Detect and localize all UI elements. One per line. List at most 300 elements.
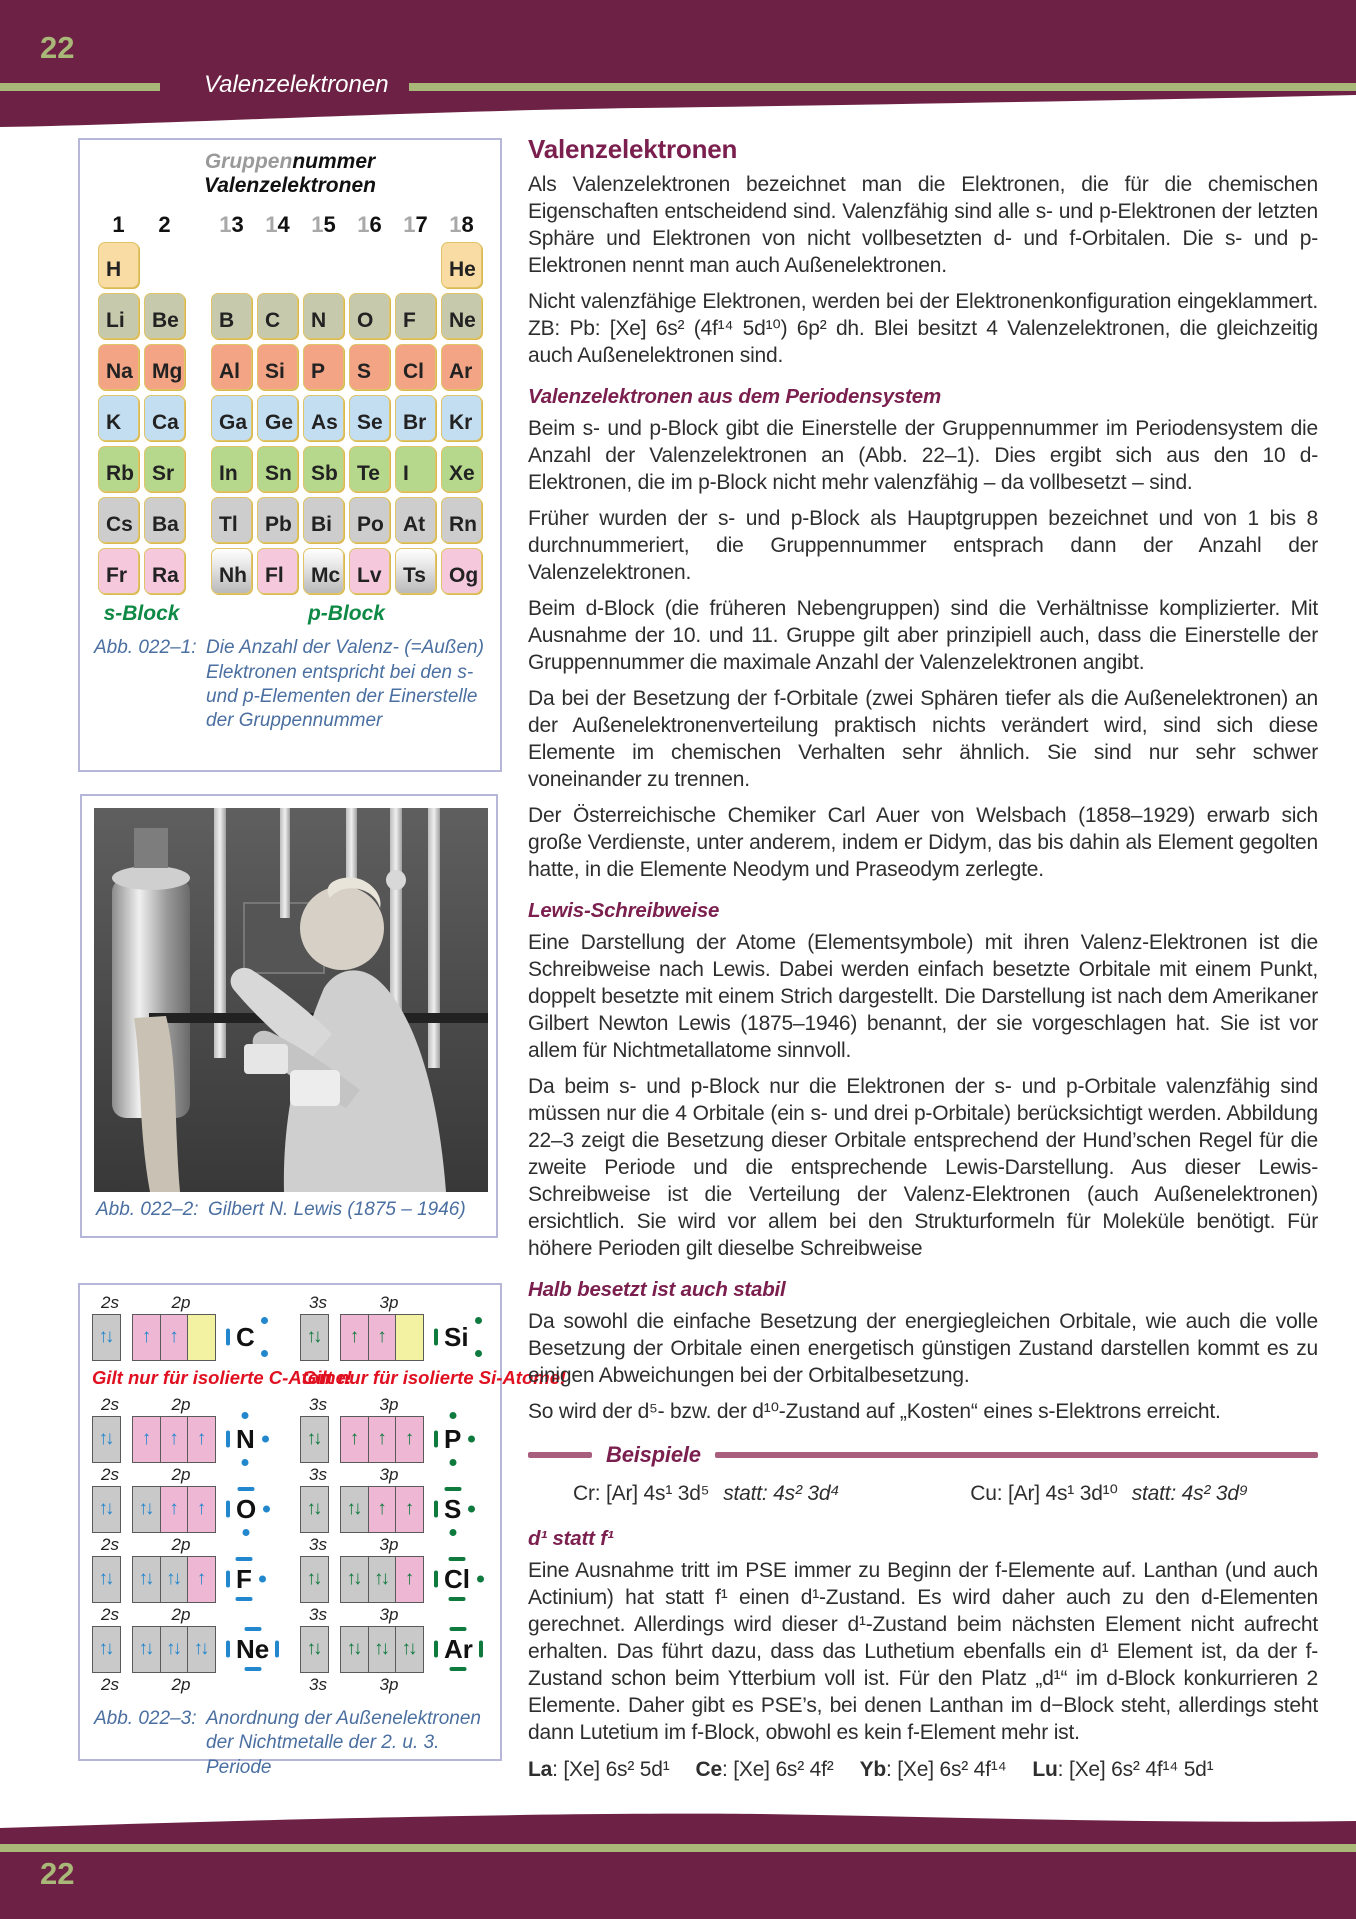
element-cell-Fl: Fl [257, 548, 298, 594]
example-base-config: [Ar] 4s¹ 3d⁵ [606, 1482, 710, 1505]
example-alt-config: 4s² 3d⁹ [1181, 1482, 1248, 1505]
group-number-units: 2 [158, 212, 171, 238]
orbital-box-paired [132, 1626, 161, 1673]
element-symbol: Si [444, 1322, 469, 1352]
paired-arrows-icon: ↑↓ [193, 1638, 207, 1659]
config-item-Yb [860, 1756, 1007, 1783]
up-arrow-icon: ↑ [141, 1326, 149, 1347]
up-arrow-icon: ↑ [377, 1326, 384, 1347]
p-orbital-group [340, 1626, 424, 1673]
orbital-box-paired [132, 1556, 161, 1603]
orbital-box-paired [132, 1486, 161, 1533]
element-cell-C: C [257, 293, 298, 339]
paired-arrows-icon: ↑↓ [306, 1638, 320, 1659]
paired-arrows-icon: ↑↓ [306, 1498, 320, 1519]
electron-configurations-row [528, 1756, 1318, 1783]
group-number-units: 7 [415, 212, 428, 238]
orbital-label-p: 2p [171, 1293, 191, 1312]
element-cell-Lv: Lv [349, 548, 390, 594]
example-element: Cu: [970, 1482, 1008, 1505]
orbital-row [92, 1293, 494, 1361]
lewis-bar-left [434, 1641, 438, 1658]
up-arrow-icon: ↑ [404, 1568, 412, 1589]
orbital-box-single [132, 1314, 161, 1361]
orbital-box-single [132, 1416, 161, 1463]
group-number [98, 212, 139, 238]
group-number [303, 212, 344, 238]
figure-periodic-table [78, 138, 502, 772]
orbital-group-N [92, 1395, 286, 1463]
orbital-boxes [92, 1313, 286, 1361]
group-number-units: 1 [112, 212, 125, 238]
element-cell-Ar: Ar [441, 344, 482, 390]
header-wave-decoration [0, 90, 1356, 132]
p-orbital-group [340, 1314, 424, 1361]
lewis-bar-bottom [235, 1597, 252, 1601]
figure3-caption-label: Abb. 022–3: [94, 1708, 197, 1729]
orbital-label-s: 2s [101, 1605, 119, 1624]
paired-arrows-icon: ↑↓ [401, 1638, 415, 1659]
footer-wave-decoration [0, 1800, 1356, 1919]
figure-photo-lewis [80, 794, 498, 1238]
orbital-label-s: 3s [309, 1395, 327, 1414]
orbital-label-s: 3s [309, 1605, 327, 1624]
lewis-bar-top [444, 1487, 461, 1491]
sub-heading: Halb besetzt ist auch stabil [528, 1278, 786, 1301]
orbital-box-paired [92, 1626, 121, 1673]
orbital-box-empty [395, 1314, 424, 1361]
beispiele-rule-right [715, 1452, 1318, 1458]
paired-arrows-icon: ↑↓ [98, 1568, 112, 1589]
config-element: Lu [1032, 1758, 1058, 1781]
lewis-bar-top [244, 1627, 261, 1631]
element-cell-Rn: Rn [441, 497, 482, 543]
orbital-boxes [300, 1415, 494, 1463]
orbital-group-Ar [300, 1605, 494, 1673]
lewis-symbol-F [230, 1559, 258, 1599]
orbital-boxes [92, 1555, 286, 1603]
group-number-tens: 1 [311, 212, 324, 238]
body-paragraph: Beim s- und p-Block gibt die Einerstelle der Gruppennummer im Periodensystem die Anzahl der Valenzelektronen an (Abb. 22–1). Dies ergibt sich aus den 10 d-Elektronen, die im p-Block nicht mehr valenzfähig – da vollbesetzt – sind. [528, 417, 1318, 494]
orbital-labels [92, 1535, 286, 1555]
lewis-symbol-Ar [438, 1629, 479, 1669]
p-orbital-group [132, 1556, 216, 1603]
orbital-label-s: 2s [101, 1465, 119, 1484]
element-cell-Nh: Nh [211, 548, 252, 594]
orbital-box-single [395, 1486, 424, 1533]
orbital-label-s: 3s [309, 1675, 327, 1694]
p-block-label: p-Block [307, 602, 385, 626]
body-paragraph: Nicht valenzfähige Elektronen, werden bei der Elektronenkonfiguration eingeklammert. ZB: Pb: [Xe] 6s² (4f¹⁴ 5d¹⁰) 6p² dh. Blei besitzt 4 Valenzelektronen, die gleichzeitig auch Außenelektronen sind. [528, 290, 1318, 367]
orbital-box-single [395, 1416, 424, 1463]
config-value: : [Xe] 6s² 5d¹ [552, 1758, 670, 1781]
periodic-table-grid [80, 242, 500, 594]
lewis-bar-left [434, 1431, 438, 1448]
lewis-dot-right-top [261, 1317, 268, 1324]
lewis-dot-top [449, 1412, 456, 1419]
element-cell-Xe: Xe [441, 446, 482, 492]
element-cell-Te: Te [349, 446, 390, 492]
orbital-box-single [160, 1314, 189, 1361]
orbital-labels [300, 1465, 494, 1485]
body-paragraph: Eine Ausnahme tritt im PSE immer zu Beginn der f-Elemente auf. Lanthan (und auch Actinium) hat statt f¹ einen d¹-Zustand. Es wird daher auch zu den d-Elementen gerechnet. Allerdings wird dieser d¹-Zustand beim nächsten Element nicht aufrecht erhalten. Das führt dazu, dass das Luthetium ebenfalls ein d¹ Element ist, da der f-Zustand schon beim Ytterbium voll ist. Für den Platz „d¹“ im d-Block konkurrieren 2 Elemente. Daher gibt es PSE’s, bei denen Lanthan im d−Block steht, allerdings steht dann Lutetium im f-Block, obwohl es kein f-Element mehr ist. [528, 1559, 1318, 1744]
body-paragraph: Da sowohl die einfache Besetzung der energiegleichen Orbitale, wie auch die volle Besetzung der Orbitale einen energetisch günstigen Zustand darstellen kommt es zu einigen Abweichungen bei der Orbitalbesetzung. [528, 1310, 1318, 1387]
group-number [257, 212, 298, 238]
orbital-group-Ne [92, 1605, 286, 1673]
up-arrow-icon: ↑ [169, 1326, 176, 1347]
lewis-symbol-S [438, 1489, 467, 1529]
figure1-caption-text: Die Anzahl der Valenz- (=Außen) Elektronen entspricht bei den s- und p-Elementen der Einerstelle der Gruppennummer [206, 637, 484, 732]
orbital-labels [300, 1605, 494, 1625]
beispiele-header [528, 1441, 1318, 1468]
element-cell-Al: Al [211, 344, 252, 390]
element-cell-Kr: Kr [441, 395, 482, 441]
lewis-dot-right [477, 1576, 484, 1583]
body-paragraph: Beim d-Block (die früheren Nebengruppen) sind die Verhältnisse komplizierter. Mit Ausnahme der 10. und 11. Gruppe gilt aber prinzipiell auch, dass die Einerstelle der Gruppennummer die maximale Anzahl der Valenzelektronen angibt. [528, 597, 1318, 674]
orbital-label-s: 3s [309, 1293, 327, 1312]
orbital-label-s: 2s [101, 1395, 119, 1414]
orbital-label-p: 2p [171, 1395, 191, 1414]
p-orbital-group [340, 1416, 424, 1463]
element-cell-I: I [395, 446, 436, 492]
element-cell-Li: Li [98, 293, 139, 339]
orbital-label-p: 3p [379, 1465, 399, 1484]
orbital-box-paired [92, 1314, 121, 1361]
lewis-bar-bottom [244, 1667, 261, 1671]
element-symbol: C [236, 1322, 255, 1352]
block-labels-row [80, 602, 500, 630]
element-symbol: Ar [444, 1634, 473, 1664]
example-element: Cr: [573, 1482, 607, 1505]
element-cell-Cl: Cl [395, 344, 436, 390]
orbital-row [92, 1465, 494, 1533]
element-cell-S: S [349, 344, 390, 390]
paired-arrows-icon: ↑↓ [166, 1638, 179, 1659]
element-cell-Po: Po [349, 497, 390, 543]
up-arrow-icon: ↑ [377, 1428, 384, 1449]
lewis-dot-right [468, 1436, 475, 1443]
beispiele-examples [528, 1468, 1318, 1511]
group-number [441, 212, 482, 238]
orbital-label-p: 3p [379, 1293, 399, 1312]
body-paragraph: So wird der d⁵- bzw. der d¹⁰-Zustand auf „Kosten“ eines s-Elektrons erreicht. [528, 1400, 1221, 1423]
p-orbital-group [340, 1556, 424, 1603]
orbital-label-p: 2p [171, 1535, 191, 1554]
warning-text: Gilt nur für isolierte C-Atome! [92, 1367, 353, 1388]
element-cell-Ba: Ba [144, 497, 185, 543]
orbital-label-p: 2p [171, 1675, 191, 1694]
orbital-box-paired [92, 1556, 121, 1603]
element-cell-Pb: Pb [257, 497, 298, 543]
up-arrow-icon: ↑ [169, 1498, 176, 1519]
up-arrow-icon: ↑ [404, 1498, 412, 1519]
paired-arrows-icon: ↑↓ [138, 1568, 152, 1589]
element-cell-Mc: Mc [303, 548, 344, 594]
element-cell-Sn: Sn [257, 446, 298, 492]
element-cell-At: At [395, 497, 436, 543]
group-number-tens: 1 [219, 212, 232, 238]
lewis-dot-right [262, 1436, 269, 1443]
lewis-dot-right-top [475, 1317, 482, 1324]
orbital-box-paired [300, 1486, 329, 1533]
example-statt-label: statt: [1131, 1482, 1182, 1505]
config-element: Yb [859, 1758, 886, 1781]
element-cell-Ge: Ge [257, 395, 298, 441]
lewis-dot-right [259, 1576, 266, 1583]
element-cell-Ts: Ts [395, 548, 436, 594]
paired-arrows-icon: ↑↓ [166, 1568, 179, 1589]
body-paragraph: Der Österreichische Chemiker Carl Auer von Welsbach (1858–1929) erwarb sich große Verdienste, unter anderem, indem er Didym, das bis dahin als Element gegolten hatte, in die Elemente Neodym und Praseodym zerlegte. [528, 804, 1318, 881]
element-cell-Ga: Ga [211, 395, 252, 441]
up-arrow-icon: ↑ [349, 1326, 357, 1347]
warning-text: Gilt nur für isolierte Si-Atome! [302, 1367, 567, 1388]
paired-arrows-icon: ↑↓ [306, 1326, 320, 1347]
group-number-row [80, 208, 500, 238]
figure1-title-line1 [80, 150, 500, 174]
orbital-box-single [160, 1416, 189, 1463]
figure1-caption [80, 630, 500, 733]
element-cell-N: N [303, 293, 344, 339]
orbital-box-paired [160, 1626, 189, 1673]
orbital-row [92, 1535, 494, 1603]
page-title: Valenzelektronen [528, 134, 738, 164]
orbital-labels [300, 1675, 494, 1695]
paired-arrows-icon: ↑↓ [374, 1638, 387, 1659]
orbital-labels [92, 1465, 286, 1485]
orbital-row [92, 1605, 494, 1673]
group-number-tens: 1 [449, 212, 462, 238]
figure1-caption-label: Abb. 022–1: [94, 637, 197, 659]
element-cell-Br: Br [395, 395, 436, 441]
orbital-box-paired [340, 1486, 369, 1533]
paired-arrows-icon: ↑↓ [346, 1568, 360, 1589]
orbital-labels [92, 1293, 286, 1313]
element-cell-As: As [303, 395, 344, 441]
trailing-label-row [92, 1675, 494, 1695]
lewis-dot-right-bottom [475, 1350, 482, 1357]
up-arrow-icon: ↑ [196, 1498, 204, 1519]
config-item-Lu [1032, 1756, 1213, 1783]
figure1-title-gray: Gruppen [204, 150, 293, 173]
orbital-label-s: 3s [309, 1465, 327, 1484]
group-number [211, 212, 252, 238]
config-element: La [528, 1758, 553, 1781]
group-number-units: 8 [461, 212, 474, 238]
element-cell-Si: Si [257, 344, 298, 390]
config-element: Ce [695, 1758, 722, 1781]
orbital-box-single [340, 1416, 369, 1463]
up-arrow-icon: ↑ [141, 1428, 149, 1449]
element-cell-F: F [395, 293, 436, 339]
element-symbol: Cl [444, 1564, 470, 1594]
orbital-rows [80, 1285, 567, 1695]
beispiele-title: Beispiele [606, 1442, 701, 1467]
element-cell-H: H [98, 242, 139, 288]
config-value: : [Xe] 6s² 4f² [721, 1758, 834, 1781]
example-base-config: [Ar] 4s¹ 3d¹⁰ [1008, 1482, 1118, 1505]
example-statt-label: statt: [723, 1482, 774, 1505]
paired-arrows-icon: ↑↓ [306, 1568, 320, 1589]
figure1-title-black: nummer [292, 150, 376, 173]
lewis-symbol-O [230, 1489, 262, 1529]
element-cell-Fr: Fr [98, 548, 139, 594]
lewis-symbol-Si [438, 1317, 475, 1357]
group-number [349, 212, 390, 238]
trailing-labels-half [92, 1675, 286, 1695]
sub-heading: Lewis-Schreibweise [528, 899, 720, 922]
orbital-box-single [187, 1416, 216, 1463]
lewis-bar-top [449, 1557, 466, 1561]
paired-arrows-icon: ↑↓ [98, 1638, 112, 1659]
paired-arrows-icon: ↑↓ [306, 1428, 320, 1449]
paired-arrows-icon: ↑↓ [374, 1568, 387, 1589]
orbital-group-F [92, 1535, 286, 1603]
orbital-label-s: 3s [309, 1535, 327, 1554]
p-orbital-group [132, 1626, 216, 1673]
lewis-bar-left [434, 1571, 438, 1588]
orbital-group-P [300, 1395, 494, 1463]
orbital-boxes [300, 1625, 494, 1673]
element-cell-Be: Be [144, 293, 185, 339]
element-symbol: Ne [236, 1634, 270, 1664]
orbital-boxes [300, 1555, 494, 1603]
element-cell-Mg: Mg [144, 344, 185, 390]
orbital-box-paired [92, 1416, 121, 1463]
group-number [395, 212, 436, 238]
orbital-labels [92, 1395, 286, 1415]
orbital-boxes [92, 1415, 286, 1463]
paired-arrows-icon: ↑↓ [346, 1638, 360, 1659]
element-cell-O: O [349, 293, 390, 339]
lewis-symbol-Ne [230, 1629, 275, 1669]
lewis-symbol-N [230, 1419, 261, 1459]
example-configuration [573, 1480, 839, 1507]
lewis-dot-right [263, 1506, 270, 1513]
group-number-tens: 1 [403, 212, 416, 238]
orbital-label-p: 2p [171, 1465, 191, 1484]
beispiele-rule-left [528, 1452, 592, 1458]
paired-arrows-icon: ↑↓ [138, 1638, 152, 1659]
orbital-box-paired [187, 1626, 216, 1673]
s-block-label: s-Block [103, 602, 180, 626]
lewis-symbol-P [438, 1419, 467, 1459]
lewis-dot-right [468, 1506, 475, 1513]
orbital-box-paired [340, 1626, 369, 1673]
body-paragraph: Da bei der Besetzung der f-Orbitale (zwei Sphären tiefer als die Außenelektronen) an der Außenelektronenverteilung praktisch nichts verändert wird, sind sich diese Elemente im chemischen Verhalten sehr ähnlich. Sie sind nur sehr schwer voneinander zu trennen. [528, 687, 1318, 791]
up-arrow-icon: ↑ [349, 1428, 357, 1449]
lewis-bar-left [434, 1501, 438, 1518]
main-text-column [528, 130, 1318, 1783]
paired-arrows-icon: ↑↓ [346, 1498, 360, 1519]
lewis-bar-left [226, 1431, 230, 1448]
orbital-label-p: 2p [171, 1605, 191, 1624]
element-cell-Bi: Bi [303, 497, 344, 543]
orbital-boxes [300, 1485, 494, 1533]
beispiele-block [528, 1441, 1318, 1511]
up-arrow-icon: ↑ [169, 1428, 176, 1449]
group-number-units: 4 [277, 212, 290, 238]
lewis-bar-left [226, 1329, 230, 1346]
paired-arrows-icon: ↑↓ [98, 1428, 112, 1449]
up-arrow-icon: ↑ [377, 1498, 384, 1519]
orbital-box-paired [368, 1626, 397, 1673]
paired-arrows-icon: ↑↓ [98, 1498, 112, 1519]
element-cell-P: P [303, 344, 344, 390]
element-symbol: F [236, 1564, 252, 1594]
orbital-label-p: 3p [379, 1675, 399, 1694]
orbital-box-single [160, 1486, 189, 1533]
element-cell-Cs: Cs [98, 497, 139, 543]
p-orbital-group [340, 1486, 424, 1533]
sub-heading: Valenzelektronen aus dem Periodensystem [528, 385, 941, 408]
orbital-label-p: 3p [379, 1395, 399, 1414]
group-number-units: 3 [231, 212, 244, 238]
figure1-title [80, 150, 500, 198]
element-symbol: N [236, 1424, 255, 1454]
config-value: : [Xe] 6s² 4f¹⁴ 5d¹ [1057, 1758, 1214, 1781]
lewis-bar-top [238, 1487, 255, 1491]
orbital-boxes [300, 1313, 494, 1361]
lewis-bar-bottom [450, 1667, 467, 1671]
photo-gilbert-n-lewis [94, 808, 488, 1192]
orbital-row [92, 1395, 494, 1463]
orbital-group-O [92, 1465, 286, 1533]
orbital-box-paired [300, 1556, 329, 1603]
lewis-symbol-Cl [438, 1559, 476, 1599]
orbital-box-paired [340, 1556, 369, 1603]
orbital-group-Si [300, 1293, 494, 1361]
p-orbital-group [132, 1486, 216, 1533]
body-paragraph: Eine Darstellung der Atome (Elementsymbole) mit ihren Valenz-Elektronen ist die Schreibweise nach Lewis. Dabei werden einfach besetzte Orbitale mit einem Punkt, doppelt besetzte mit einem Strich dargestellt. Die Darstellung ist nach dem Amerikaner Gilbert Newton Lewis (1875–1946) benannt, der sie vorgeschlagen hat. Sie ist vor allem für Nichtmetallatome sinnvoll. [528, 931, 1318, 1062]
orbital-label-s: 2s [101, 1535, 119, 1554]
orbital-label-p: 3p [379, 1535, 399, 1554]
lewis-dot-top [242, 1412, 249, 1419]
element-cell-Tl: Tl [211, 497, 252, 543]
lewis-bar-top [450, 1627, 467, 1631]
element-cell-K: K [98, 395, 139, 441]
element-symbol: O [236, 1494, 257, 1524]
group-number-units: 6 [369, 212, 382, 238]
up-arrow-icon: ↑ [196, 1568, 204, 1589]
element-cell-Rb: Rb [98, 446, 139, 492]
element-cell-Se: Se [349, 395, 390, 441]
group-number-tens: 1 [357, 212, 370, 238]
figure3-caption [80, 1697, 500, 1780]
figure2-caption [82, 1192, 496, 1222]
element-cell-Sb: Sb [303, 446, 344, 492]
lewis-dot-right-bottom [261, 1350, 268, 1357]
orbital-box-paired [300, 1626, 329, 1673]
element-cell-Sr: Sr [144, 446, 185, 492]
orbital-group-Cl [300, 1535, 494, 1603]
p-orbital-group [132, 1416, 216, 1463]
element-cell-Na: Na [98, 344, 139, 390]
lewis-bar-right [275, 1641, 279, 1658]
p-orbital-group [132, 1314, 216, 1361]
sub-heading: d¹ statt f¹ [528, 1527, 614, 1550]
header-section-title: Valenzelektronen [204, 71, 389, 98]
lewis-bar-left [226, 1641, 230, 1658]
example-alt-config: 4s² 3d⁴ [773, 1482, 840, 1505]
element-cell-In: In [211, 446, 252, 492]
element-symbol: S [444, 1494, 462, 1524]
body-paragraph: Als Valenzelektronen bezeichnet man die Elektronen, die für die chemischen Eigenschaften entscheidend sind. Valenzfähig sind alle s- und p-Elektronen der letzten Sphäre und Elektronen von nicht vollbesetzten d- und f-Orbitalen. Die s- und p-Elektronen nennt man auch Außenelektronen. [528, 173, 1318, 277]
up-arrow-icon: ↑ [404, 1428, 412, 1449]
orbital-labels [92, 1605, 286, 1625]
orbital-labels [300, 1395, 494, 1415]
orbital-labels [92, 1675, 286, 1695]
config-item-La [528, 1756, 670, 1783]
